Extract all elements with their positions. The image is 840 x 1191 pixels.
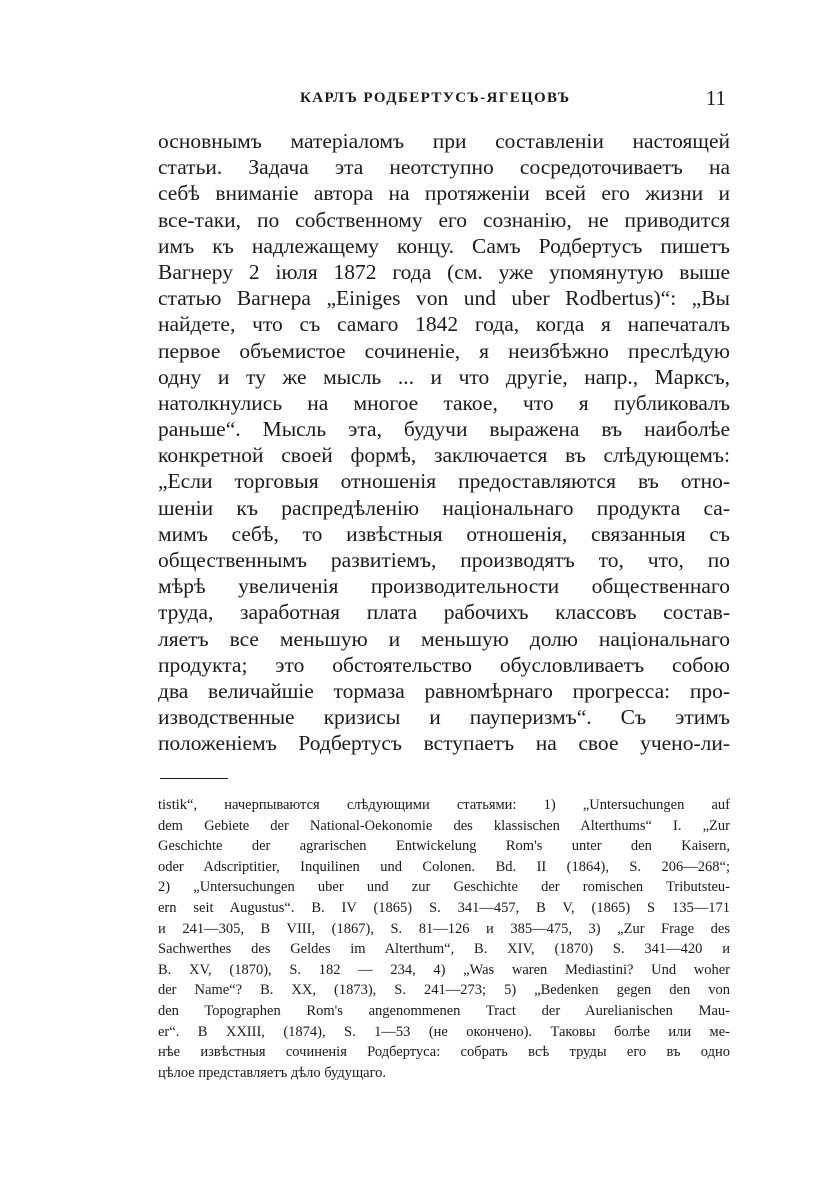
footnote: [158, 795, 730, 1083]
text-line: одну и ту же мысль ... и что другiе, напр., Марксъ,: [158, 364, 730, 389]
text-line: „Если торговыя отношенiя предоставляются въ отно-: [158, 469, 730, 494]
text-line: Вагнеру 2 iюля 1872 года (см. уже упомянутую выше: [158, 259, 730, 284]
text-line: ляетъ все меньшую и меньшую долю нацiональнаго: [158, 626, 730, 651]
main-text: [158, 128, 730, 757]
footnote-line: B. XV, (1870), S. 182 — 234, 4) „Was waren Mediastini? Und woher: [158, 961, 730, 978]
footnote-line: цѣлое представляетъ дѣло будущаго.: [158, 1064, 387, 1081]
footnote-line: tistik“, начерпываются слѣдующими статьями: 1) „Untersuchungen auf: [158, 797, 730, 813]
text-line: два величайшiе тормаза равномѣрнаго прогресса: про-: [158, 678, 730, 703]
footnote-line: dem Gebiete der National-Oekonomie des klassischen Alterthums“ I. „Zur: [158, 817, 730, 834]
footnote-line: er“. B XXIII, (1874), S. 1—53 (не окончено). Таковы болѣе или ме-: [158, 1023, 730, 1040]
text-line: мѣрѣ увеличенiя производительности общественнаго: [158, 574, 730, 599]
text-line: положенiемъ Родбертусъ вступаетъ на свое учено-ли-: [158, 731, 730, 756]
text-line: имъ къ надлежащему концу. Самъ Родбертусъ пишетъ: [158, 233, 730, 258]
footnote-line: Sachwerthes des Geldes im Alterthum“, B. XIV, (1870) S. 341—420 и: [158, 941, 730, 958]
text-line: себѣ вниманiе автора на протяженiи всей его жизни и: [158, 181, 730, 206]
text-line: натолкнулись на многое такое, что я публиковалъ: [158, 390, 730, 415]
text-line: общественнымъ развитiемъ, производятъ то, что, по: [158, 548, 730, 572]
text-line: труда, заработная плата рабочихъ классовъ состав-: [158, 600, 730, 625]
text-line: статьи. Задача эта неотступно сосредоточиваетъ на: [158, 155, 730, 180]
footnote-line: der Name“? B. XX, (1873), S. 241—273; 5) „Bedenken gegen den von: [158, 982, 730, 999]
text-line: найдете, что съ самаго 1842 года, когда я напечаталъ: [158, 312, 730, 337]
footnote-line: oder Adscriptitier, Inquilinen und Colonen. Bd. II (1864), S. 206—268“;: [158, 858, 730, 875]
footnote-line: нѣе извѣстныя сочиненiя Родбертуса: собрать всѣ труды его въ одно: [158, 1044, 730, 1061]
text-line: раньше“. Мысль эта, будучи выражена въ наиболѣе: [158, 417, 730, 442]
text-line: мимъ себѣ, то извѣстныя отношенiя, связанныя съ: [158, 521, 730, 546]
footnote-line: ern seit Augustus“. B. IV (1865) S. 341—457, B V, (1865) S 135—171: [158, 899, 730, 916]
text-line: первое объемистое сочиненiе, я неизбѣжно преслѣдую: [158, 338, 730, 363]
footnote-line: den Topographen Rom's angenommenen Tract der Aurelianischen Mau-: [158, 1002, 730, 1019]
running-title: КАРЛЪ РОДБЕРТУСЪ-ЯГЕЦОВЪ: [300, 90, 571, 106]
footnote-line: Geschichte der agrarischen Entwickelung Rom's unter den Kaisern,: [158, 838, 730, 855]
text-line: шенiи къ распредѣленiю нацiональнаго продукта са-: [158, 495, 730, 520]
page-header: [160, 86, 730, 116]
page-number: 11: [705, 86, 726, 110]
footnote-line: и 241—305, B VIII, (1867), S. 81—126 и 385—475, 3) „Zur Frage des: [158, 920, 730, 937]
text-line: конкретной своей формѣ, заключается въ слѣдующемъ:: [158, 443, 730, 468]
footnote-separator: [160, 778, 228, 779]
text-line: продукта; это обстоятельство обусловливаетъ собою: [158, 652, 730, 677]
text-line: основнымъ матерiаломъ при составленiи настоящей: [158, 129, 730, 153]
text-line: изводственные кризисы и пауперизмъ“. Съ этимъ: [158, 705, 730, 730]
text-line: статью Вагнера „Einiges von und uber Rodbertus)“: „Вы: [158, 286, 730, 311]
footnote-line: 2) „Untersuchungen uber und zur Geschichte der romischen Tributsteu-: [158, 879, 730, 896]
text-line: все-таки, по собственному его сознанiю, не приводится: [158, 207, 730, 232]
